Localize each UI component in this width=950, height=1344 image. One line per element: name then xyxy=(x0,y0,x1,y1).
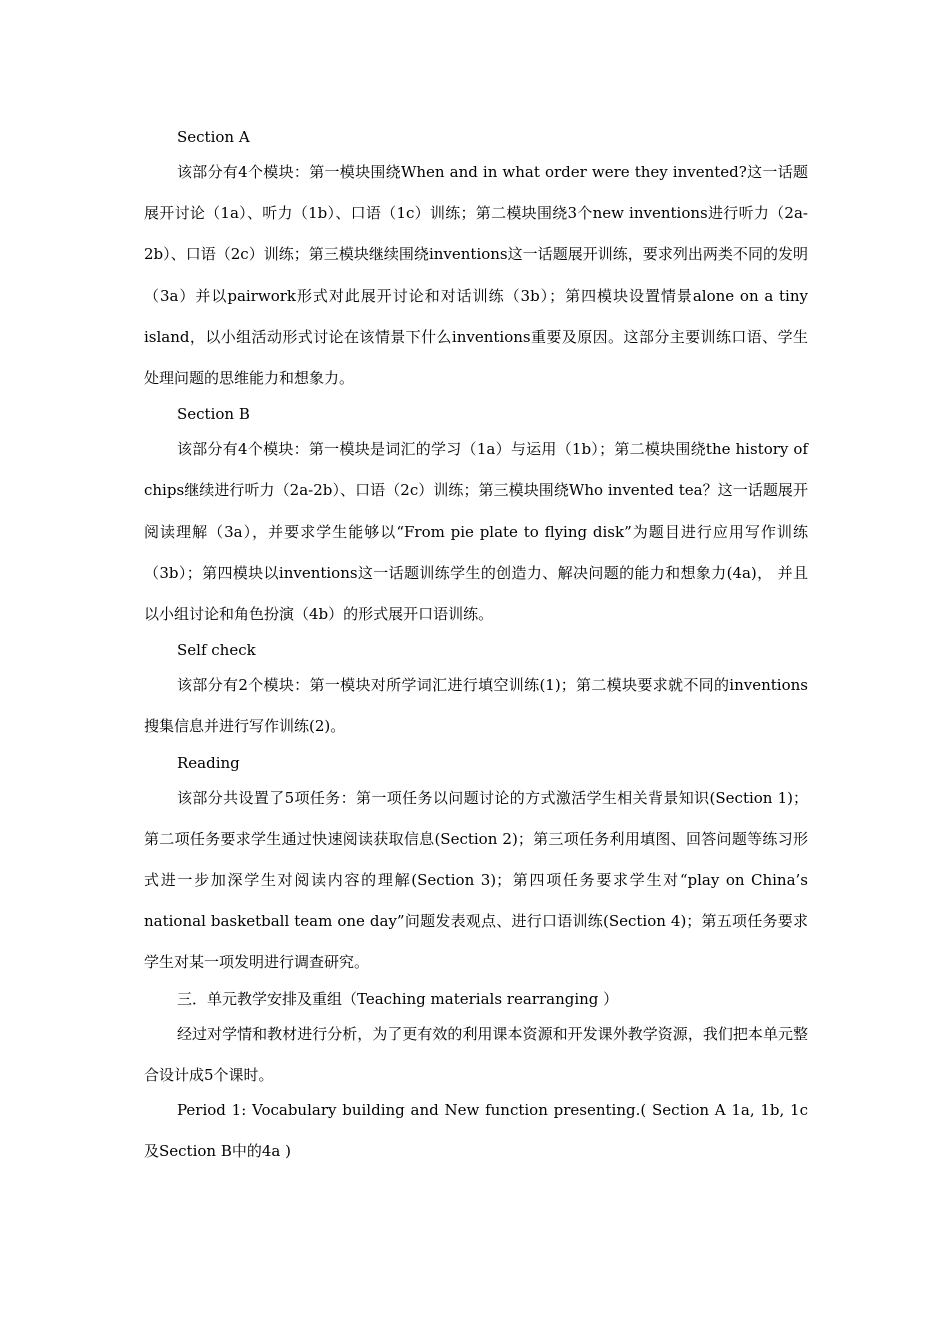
section-a-paragraph: 该部分有4个模块：第一模块围绕When and in what order were they invented?这一话题展开讨论（1a）、听力（1b）、口语（1c）训练；第二模块围绕3个new inventions进行听力（2a-2b）、口语（2c）训练；第三模块继续围绕inventions这一话题展开训练，要求列出两类不同的发明（3a）并以pairwork形式对此展开讨论和对话训练（3b）；第四模块设置情景alone on a tiny island，以小组活动形式讨论在该情景下什么inventions重要及原因。这部分主要训练口语、学生处理问题的思维能力和想象力。 xyxy=(144,163,808,388)
section-b-heading: Section B xyxy=(177,405,250,424)
section-a-heading: Section A xyxy=(177,128,250,146)
section-b-paragraph: 该部分有4个模块：第一模块是词汇的学习（1a）与运用（1b）；第二模块围绕the history of chips继续进行听力（2a-2b）、口语（2c）训练；第三模块围绕Who invented tea？这一话题展开阅读理解（3a），并要求学生能够以“From pie plate to flying disk”为题目进行应用写作训练（3b）；第四模块以inventions这一话题训练学生的创造力、解决问题的能力和想象力(4a)， 并且以小组讨论和角色扮演（4b）的形式展开口语训练。 xyxy=(144,440,808,624)
document-page xyxy=(144,124,808,1174)
reading-heading: Reading xyxy=(177,753,240,772)
period-1-paragraph: Period 1: Vocabulary building and New function presenting.( Section A 1a, 1b, 1c及Section B中的4a ) xyxy=(144,1101,808,1161)
self-check-paragraph: 该部分有2个模块：第一模块对所学词汇进行填空训练(1)；第二模块要求就不同的inventions搜集信息并进行写作训练(2)。 xyxy=(144,676,808,736)
self-check-heading: Self check xyxy=(177,641,256,660)
rearranging-paragraph: 经过对学情和教材进行分析，为了更有效的利用课本资源和开发课外教学资源，我们把本单元整合设计成5个课时。 xyxy=(144,1024,808,1084)
rearranging-heading: 三．单元教学安排及重组（Teaching materials rearranging ） xyxy=(177,989,619,1008)
reading-paragraph: 该部分共设置了5项任务：第一项任务以问题讨论的方式激活学生相关背景知识(Section 1)；第二项任务要求学生通过快速阅读获取信息(Section 2)；第三项任务利用填图、回答问题等练习形式进一步加深学生对阅读内容的理解(Section 3)；第四项任务要求学生对“play on China’s national basketball team one day”问题发表观点、进行口语训练(Section 4)；第五项任务要求学生对某一项发明进行调查研究。 xyxy=(144,788,808,972)
